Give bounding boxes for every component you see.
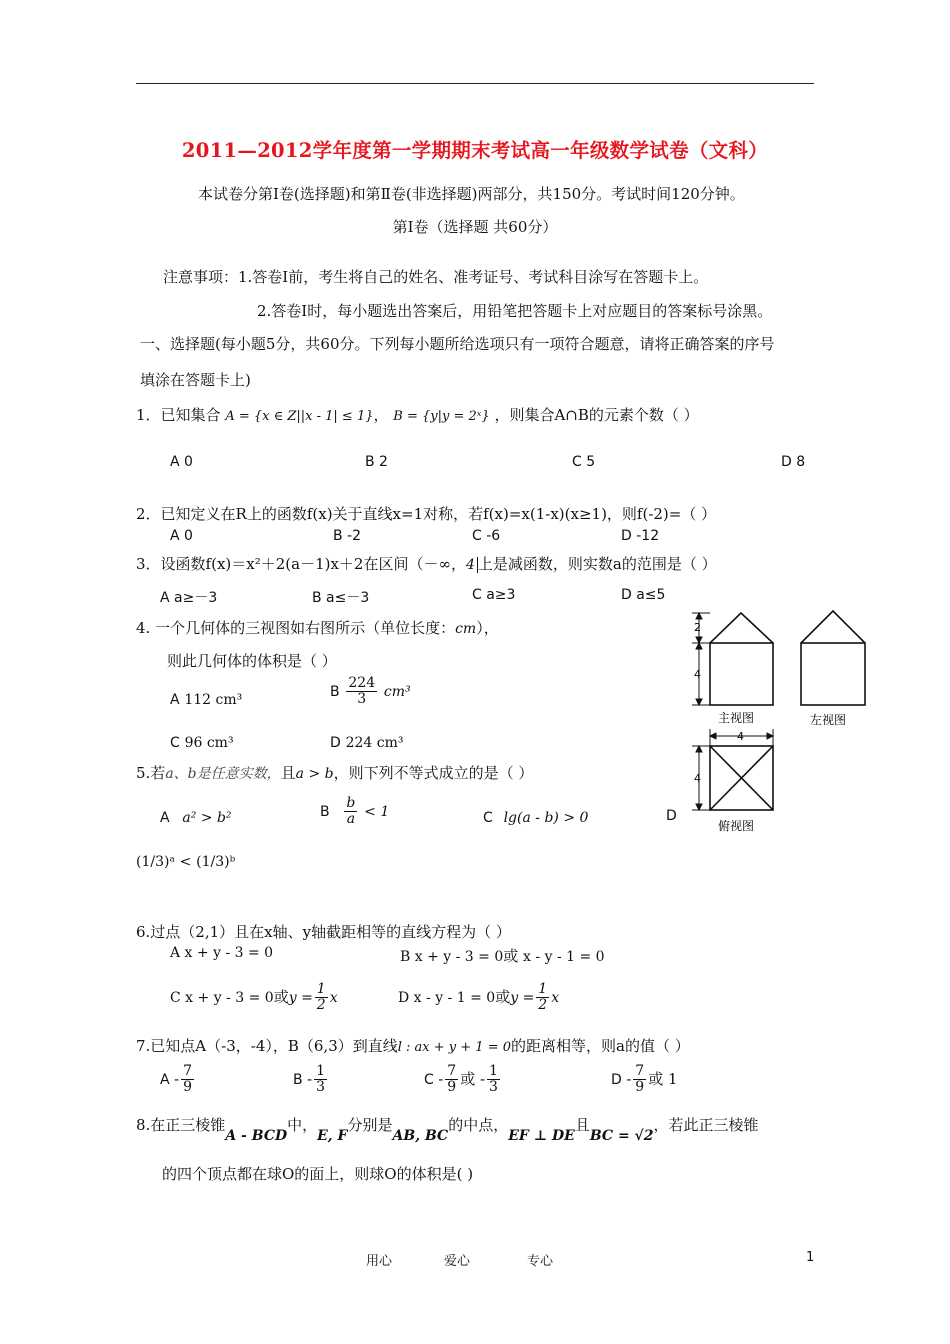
q7-option-b-num: 1 (316, 1063, 326, 1079)
q6-option-d-y: y = (510, 989, 535, 1006)
q8-perp: EF ⊥ DE (508, 1128, 575, 1144)
question-7 (136, 1035, 690, 1056)
q5-option-d-label: D (666, 808, 677, 824)
q2-option-a: A 0 (170, 528, 193, 544)
q5-mid: 且 (280, 764, 296, 782)
q6-option-d (398, 982, 559, 1014)
q5-prefix: 5.若 (136, 764, 166, 782)
q4-option-d-value: 224 cm³ (345, 735, 404, 751)
side-view-label: 左视图 (810, 713, 847, 727)
q4-line1-a: 4. 一个几何体的三视图如右图所示（单位长度： (136, 619, 456, 637)
q5-option-d-expression (136, 852, 235, 870)
three-view-figure (680, 606, 870, 838)
q1-comma: ， (373, 406, 389, 424)
q5-suffix: ，则下列不等式成立的是（ ） (333, 764, 534, 782)
q4-line1-b: ）， (476, 619, 499, 637)
q6-option-d-or: 或 (495, 987, 511, 1006)
q1-set-b: B = {y|y = 2ˣ} (393, 409, 490, 424)
q7-option-c (424, 1064, 502, 1096)
q1-suffix: ，则集合A∩B的元素个数（ ） (494, 406, 699, 424)
footer-mid: 爱心 (444, 1254, 471, 1269)
q7-line: l : ax + y + 1 = 0 (397, 1040, 511, 1055)
q5-option-c-label: C (483, 810, 493, 826)
q7-option-d-num: 7 (635, 1063, 645, 1079)
top-view (710, 746, 773, 810)
section-instructions-line-2: 填涂在答题卡上) (140, 371, 251, 389)
q5-option-b-label: B (320, 803, 330, 820)
q7-option-b-den: 3 (316, 1079, 326, 1096)
q6-option-c-x: x (329, 989, 338, 1006)
q6-option-d-num: 1 (538, 981, 548, 997)
q7-option-c-den1: 9 (447, 1079, 457, 1096)
q5-option-b-rest: < 1 (364, 803, 390, 820)
q6-option-a: A x + y - 3 = 0 (170, 945, 274, 961)
q7-option-b-label: B - (293, 1071, 313, 1088)
q7-text-b: 的距离相等，则a的值（ ） (511, 1037, 690, 1055)
q7-option-d-den: 9 (635, 1079, 645, 1096)
q5-cond: a > b (295, 766, 334, 782)
q7-option-a (160, 1064, 196, 1096)
top-dim-height: 4 (694, 772, 701, 785)
q6-option-b-eq2: x - y - 1 = 0 (523, 949, 605, 965)
q6-option-c-num: 1 (316, 981, 326, 997)
q6-option-d-x: x (551, 989, 560, 1006)
q4-option-c (170, 733, 234, 751)
q8-text-c: 分别是 (347, 1116, 393, 1134)
q8-ab-bc: AB, BC (392, 1128, 449, 1144)
q6-option-b (400, 945, 605, 966)
q3-text-b: 上是减函数，则实数a的范围是（ ） (477, 555, 717, 573)
q6-option-b-eq1: B x + y - 3 = 0 (400, 949, 504, 965)
q7-option-a-label: A - (160, 1071, 180, 1088)
q1-option-a: A 0 (170, 454, 193, 470)
q3-option-b: B a≤－3 (312, 590, 370, 606)
q4-option-c-value: 96 cm³ (184, 735, 234, 751)
question-4-line-1 (136, 617, 499, 638)
q7-option-a-num: 7 (183, 1063, 193, 1079)
q8-text-a: 8.在正三棱锥 (136, 1116, 226, 1134)
question-1 (136, 404, 699, 425)
q8-text-b: 中， (287, 1116, 318, 1134)
q2-option-c: C -6 (472, 528, 501, 544)
q7-option-c-num1: 7 (447, 1063, 457, 1079)
q6-option-c-y: y = (288, 989, 313, 1006)
q7-option-a-den: 9 (183, 1079, 193, 1096)
q1-option-d: D 8 (781, 454, 806, 470)
side-view (801, 611, 865, 705)
top-view-label: 俯视图 (718, 819, 755, 833)
q5-option-b (320, 796, 389, 828)
q4-option-d-label: D (330, 735, 341, 751)
q7-option-b (293, 1064, 329, 1096)
question-6: 6.过点（2,1）且在x轴、y轴截距相等的直线方程为（ ） (136, 923, 511, 941)
front-dim-2: 2 (694, 621, 701, 634)
q4-option-b-label: B (330, 683, 340, 700)
q5-option-a-label: A (160, 810, 170, 826)
question-4-line-2: 则此几何体的体积是（ ） (167, 652, 337, 670)
footer-right: 专心 (527, 1254, 554, 1269)
q3-option-a: A a≥－3 (160, 590, 218, 606)
q2-option-b: B -2 (333, 528, 362, 544)
question-8-line-1 (136, 1114, 759, 1144)
q5-vars: a、b是任意实数， (165, 766, 281, 782)
q8-pyramid: A - BCD (225, 1128, 288, 1144)
front-dim-4: 4 (694, 668, 701, 681)
q1-option-b: B 2 (365, 454, 388, 470)
exam-title: 2011—2012学年度第一学期期末考试高一年级数学试卷（文科） (181, 139, 769, 162)
q1-set-a: A = {x ∈ Z||x - 1| ≤ 1} (225, 409, 374, 424)
question-3 (136, 553, 717, 574)
footer-left: 用心 (366, 1254, 393, 1269)
q3-interval-end: 4 (466, 557, 478, 573)
q5-option-c-value: lg(a - b) > 0 (503, 810, 589, 826)
header-rule (136, 83, 814, 84)
q5-option-b-num: b (346, 795, 356, 811)
q7-option-d-rest: 或 1 (648, 1069, 678, 1088)
page-number: 1 (806, 1250, 815, 1265)
question-5 (136, 762, 533, 783)
q7-option-c-num2: 1 (489, 1063, 498, 1079)
q4-option-a-label: A (170, 692, 180, 708)
notes-line-2: 2.答卷Ⅰ时，每小题选出答案后，用铅笔把答题卡上对应题目的答案标号涂黑。 (257, 302, 773, 320)
q3-option-d: D a≤5 (621, 587, 666, 603)
q5-option-d-left: (1/3)ᵃ (136, 854, 175, 870)
question-8-line-2: 的四个顶点都在球O的面上，则球O的体积是( ) (162, 1165, 474, 1183)
q5-option-a-value: a² > b² (182, 810, 232, 826)
q7-option-c-or: 或 - (460, 1069, 486, 1088)
exam-intro: 本试卷分第Ⅰ卷(选择题)和第Ⅱ卷(非选择题)两部分，共150分。考试时间120分钟。 (198, 185, 745, 203)
q4-option-b-unit: cm³ (383, 683, 411, 700)
q4-option-d (330, 733, 403, 751)
q7-option-c-label: C - (424, 1071, 444, 1088)
q5-option-b-den: a (346, 811, 356, 828)
q4-option-a (170, 690, 242, 708)
q1-prefix: 1．已知集合 (136, 406, 221, 424)
q2-option-d: D -12 (621, 528, 660, 544)
q8-text-f: ，若此正三棱锥 (653, 1116, 759, 1134)
q5-option-d-rel: < (179, 854, 192, 870)
q5-option-d-right: (1/3)ᵇ (196, 854, 236, 870)
q5-option-a (160, 808, 232, 826)
q7-option-c-den2: 3 (489, 1079, 498, 1096)
q4-option-b-den: 3 (357, 691, 367, 708)
q6-option-b-or: 或 (503, 947, 519, 965)
q4-option-b (330, 676, 411, 708)
part1-heading: 第Ⅰ卷（选择题 共60分） (392, 218, 558, 236)
q4-option-a-value: 112 cm³ (184, 692, 243, 708)
section-instructions-line-1: 一、选择题(每小题5分，共60分。下列每小题所给选项只有一项符合题意，请将正确答案的序号 (140, 335, 775, 353)
q6-option-c-eq1: C x + y - 3 = 0 (170, 989, 274, 1006)
question-2: 2．已知定义在R上的函数f(x)关于直线x=1对称，若f(x)=x(1-x)(x≥1)，则f(-2)=（ ） (136, 505, 717, 523)
q7-option-d-label: D - (611, 1071, 632, 1088)
q7-text-a: 7.已知点A（-3，-4），B（6,3）到直线 (136, 1037, 398, 1055)
q5-option-c (483, 808, 588, 826)
q6-option-d-den: 2 (538, 997, 548, 1014)
front-view-label: 主视图 (718, 711, 755, 725)
q3-option-c: C a≥3 (472, 587, 516, 603)
q4-unit: cm (455, 621, 477, 637)
notes-line-1: 注意事项：1.答卷Ⅰ前，考生将自己的姓名、准考证号、考试科目涂写在答题卡上。 (163, 268, 709, 286)
q1-option-c: C 5 (572, 454, 596, 470)
q6-option-c-den: 2 (316, 997, 326, 1014)
q7-option-d (611, 1064, 678, 1096)
q8-text-d: 的中点， (448, 1116, 509, 1134)
q6-option-d-eq1: D x - y - 1 = 0 (398, 989, 496, 1006)
q8-ef: E, F (317, 1128, 348, 1144)
q8-bc: BC = √2 (589, 1128, 654, 1144)
q3-text-a: 3．设函数f(x)＝x²＋2(a－1)x＋2在区间（－∞， (136, 555, 466, 573)
front-view (710, 613, 773, 705)
q4-option-c-label: C (170, 735, 180, 751)
q6-option-c (170, 982, 338, 1014)
q4-option-b-num: 224 (348, 675, 376, 691)
top-dim-width: 4 (737, 730, 744, 743)
q6-option-c-or: 或 (273, 987, 289, 1006)
q8-text-e: 且 (574, 1116, 590, 1134)
